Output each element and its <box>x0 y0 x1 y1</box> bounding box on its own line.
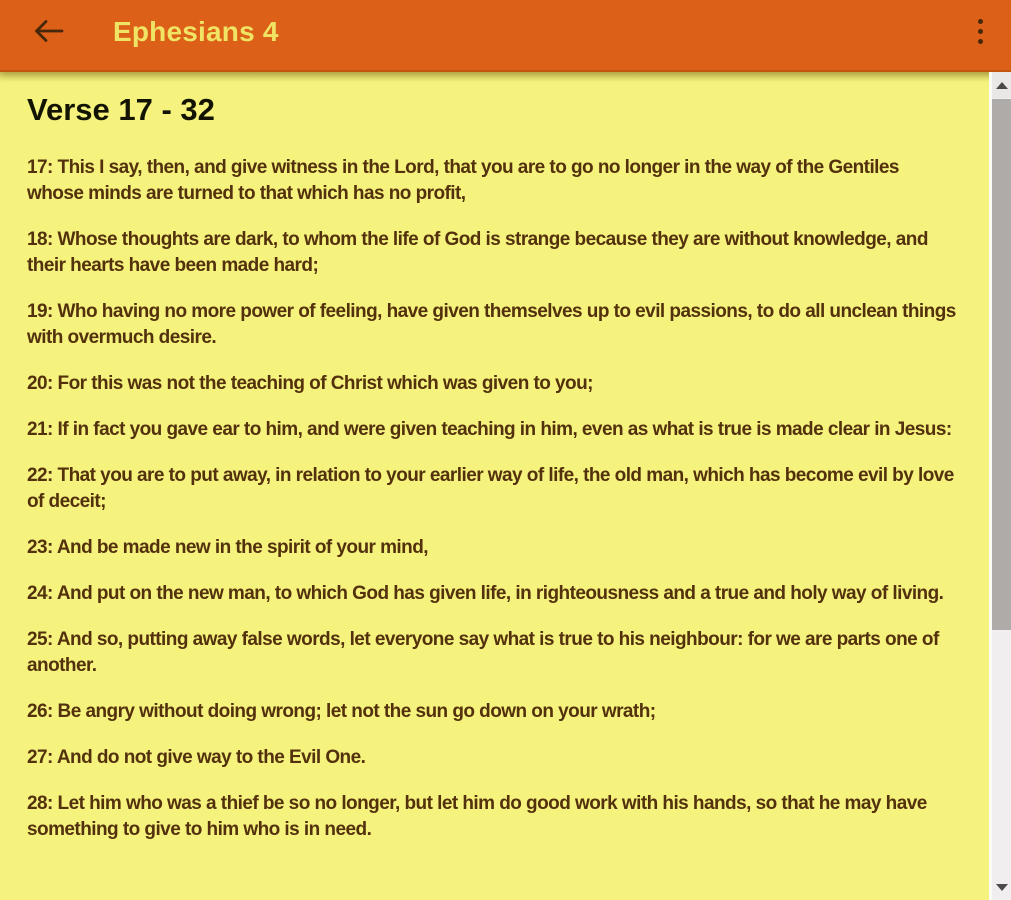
verse-text: This I say, then, and give witness in the Lord, that you are to go no longer in the way of the Gentiles whose minds are turned to that which has no profit, <box>27 157 899 204</box>
verse-text: For this was not the teaching of Christ which was given to you; <box>57 373 593 394</box>
page-title: Ephesians 4 <box>113 16 279 47</box>
verse-text: Whose thoughts are dark, to whom the life of God is strange because they are without knowledge, and their hearts have been made hard; <box>27 229 928 276</box>
verse-text: That you are to put away, in relation to your earlier way of life, the old man, which has become evil by love of deceit; <box>27 465 954 512</box>
verse-paragraph <box>27 155 957 207</box>
verse-number: 20: <box>27 373 53 394</box>
back-button[interactable] <box>26 8 72 54</box>
verse-number: 19: <box>27 301 53 322</box>
verse-text: And be made new in the spirit of your mind, <box>56 537 429 558</box>
verse-number: 26: <box>27 701 53 722</box>
verse-number: 27: <box>27 747 53 768</box>
verse-number: 24: <box>27 583 53 604</box>
verse-number: 28: <box>27 793 53 814</box>
verse-text: And do not give way to the Evil One. <box>56 747 366 768</box>
verse-list <box>27 155 991 843</box>
verse-number: 22: <box>27 465 53 486</box>
verse-text: If in fact you gave ear to him, and were given teaching in him, even as what is true is made clear in Jesus: <box>57 419 952 440</box>
verse-text: And so, putting away false words, let everyone say what is true to his neighbour: for we are parts one of another. <box>27 629 939 676</box>
overflow-menu-button[interactable] <box>957 8 1003 54</box>
verse-range-heading: Verse 17 - 32 <box>27 92 215 127</box>
triangle-down-icon <box>996 884 1008 891</box>
verse-paragraph <box>27 227 957 279</box>
verse-paragraph <box>27 791 957 843</box>
scroll-down-button[interactable] <box>992 874 1011 900</box>
verse-text: And put on the new man, to which God has given life, in righteousness and a true and holy way of living. <box>56 583 944 604</box>
verse-number: 18: <box>27 229 53 250</box>
verse-paragraph <box>27 417 957 443</box>
verse-text: Who having no more power of feeling, have given themselves up to evil passions, to do all unclean things with overmuch desire. <box>27 301 956 348</box>
verse-number: 21: <box>27 419 53 440</box>
verse-paragraph <box>27 745 957 771</box>
verse-number: 23: <box>27 537 53 558</box>
verse-paragraph <box>27 699 957 725</box>
verse-paragraph <box>27 581 957 607</box>
app-bar <box>0 0 1011 72</box>
verse-paragraph <box>27 627 957 679</box>
scrollbar[interactable] <box>989 72 1011 900</box>
verse-paragraph <box>27 535 957 561</box>
scroll-up-button[interactable] <box>992 72 1011 98</box>
verse-content <box>0 72 991 900</box>
verse-text: Be angry without doing wrong; let not the sun go down on your wrath; <box>57 701 656 722</box>
verse-paragraph <box>27 299 957 351</box>
verse-paragraph <box>27 371 957 397</box>
verse-text: Let him who was a thief be so no longer, but let him do good work with his hands, so that he may have something to give to him who is in need. <box>27 793 927 840</box>
scrollbar-thumb[interactable] <box>992 99 1011 630</box>
kebab-menu-icon <box>978 19 983 44</box>
verse-number: 25: <box>27 629 53 650</box>
verse-paragraph <box>27 463 957 515</box>
triangle-up-icon <box>996 82 1008 89</box>
verse-number: 17: <box>27 157 53 178</box>
arrow-left-icon <box>32 16 66 46</box>
